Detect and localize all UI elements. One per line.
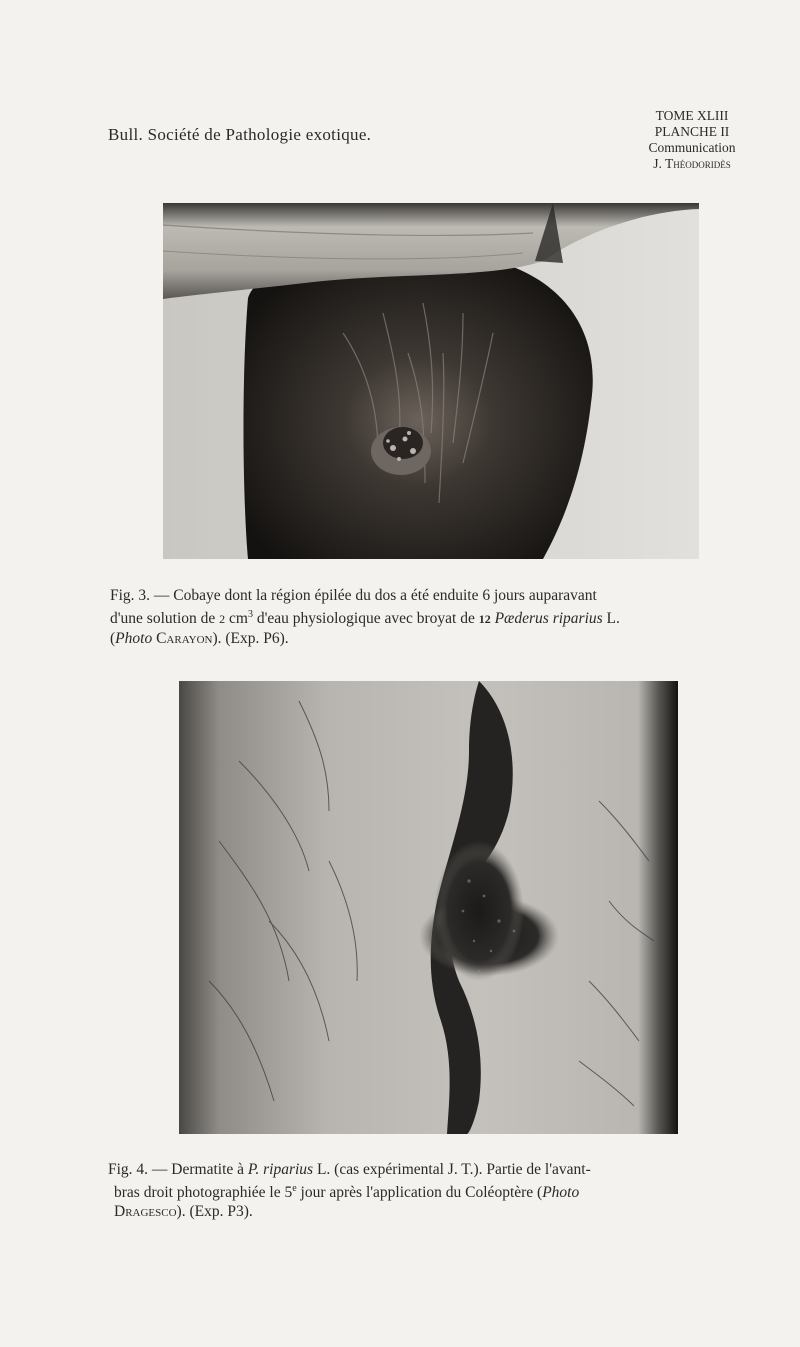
caption-text: cm (225, 610, 248, 628)
figure-3-photo (163, 203, 699, 559)
planche-label: PLANCHE II (654, 124, 730, 139)
figure-3-caption-line-2 (110, 605, 752, 629)
caption-exp: (Exp. P6). (225, 630, 289, 648)
caption-superscript: e (292, 1183, 297, 1194)
caption-superscript: 3 (247, 609, 253, 620)
caption-text: L. (602, 610, 620, 628)
caption-text: L. (cas expérimental J. T.). Partie de l'avant- (313, 1161, 591, 1178)
figure-4-photo (179, 681, 678, 1134)
caption-species: P. riparius (247, 1161, 314, 1178)
figure-4-caption-line-2 (108, 1179, 752, 1202)
caption-photo-label: Photo (115, 630, 153, 648)
figure-3-caption-line-3: (Photo Carayon). (Exp. P6). (110, 630, 289, 648)
caption-exp: ). (Exp. P3). (176, 1203, 253, 1221)
caption-text: d'une solution de (110, 610, 220, 628)
plate-header (612, 108, 772, 172)
figure-4-caption (108, 1160, 752, 1221)
caption-text: d'eau physiologique avec broyat de (252, 610, 479, 628)
caption-photographer: Dragesco (114, 1203, 177, 1221)
journal-title: Bull. Société de Pathologie exotique. (108, 125, 372, 144)
figure-4-caption-line-3 (108, 1202, 752, 1221)
figure-3-caption-line-1: Fig. 3. — Cobaye dont la région épilée du dos a été enduite 6 jours auparavant (110, 587, 597, 604)
author-label: J. Théodoridès (653, 156, 731, 171)
caption-text: jour après l'application du Coléoptère ( (296, 1184, 543, 1202)
caption-number: 2 (219, 612, 226, 627)
caption-photographer: Carayon (156, 630, 213, 648)
caption-text: bras droit photographiée le 5 (114, 1184, 293, 1202)
figure-4-caption-line-1 (108, 1160, 752, 1179)
caption-species: Pæderus riparius (494, 610, 603, 628)
figure-3-caption (110, 586, 752, 648)
caption-text: Fig. 4. — Dermatite à (108, 1161, 248, 1178)
caption-number: 12 (478, 612, 491, 627)
caption-photo-label: Photo (542, 1184, 580, 1202)
communication-label: Communication (648, 140, 736, 155)
tome-label: TOME XLIII (655, 108, 729, 123)
